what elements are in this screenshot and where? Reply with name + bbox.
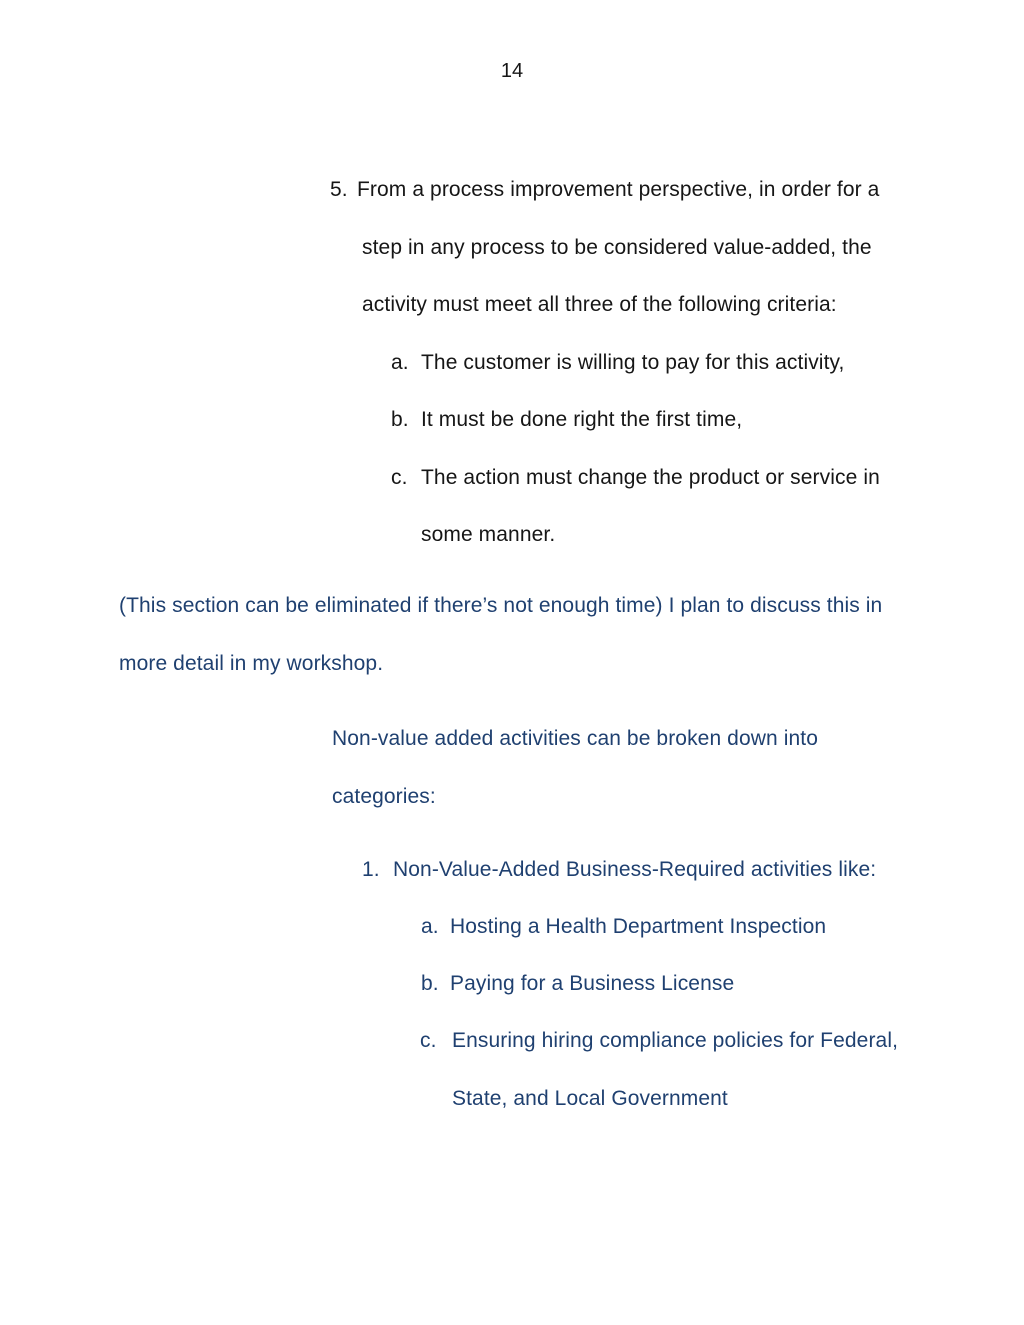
criteria-a-text: The customer is willing to pay for this activity, (421, 351, 845, 374)
criteria-c-line-2: some manner. (421, 523, 556, 546)
nonvalue-sub-a-marker: a. (421, 915, 439, 938)
nonvalue-sub-c-marker: c. (420, 1029, 437, 1052)
nonvalue-sub-c-line-1: Ensuring hiring compliance policies for Federal, (452, 1029, 899, 1052)
item-5-marker: 5. (330, 178, 348, 201)
note-paragraph-line-1: (This section can be eliminated if there’s not enough time) I plan to discuss this in (119, 594, 883, 617)
item-5-line-1: From a process improvement perspective, in order for a (357, 178, 880, 201)
nonvalue-intro-line-2: categories: (332, 785, 436, 808)
nonvalue-sub-b-text: Paying for a Business License (450, 972, 735, 995)
criteria-b-marker: b. (391, 408, 409, 431)
item-5-line-2: step in any process to be considered value-added, the (362, 236, 872, 259)
nonvalue-item-1-marker: 1. (362, 858, 380, 881)
criteria-c-marker: c. (391, 466, 408, 489)
nonvalue-sub-a-text: Hosting a Health Department Inspection (450, 915, 827, 938)
note-paragraph-line-2: more detail in my workshop. (119, 652, 384, 675)
item-5-line-3: activity must meet all three of the following criteria: (362, 293, 837, 316)
nonvalue-item-1-text: Non-Value-Added Business-Required activities like: (393, 858, 877, 881)
nonvalue-sub-b-marker: b. (421, 972, 439, 995)
criteria-b-text: It must be done right the first time, (421, 408, 743, 431)
page-number: 14 (500, 60, 524, 82)
nonvalue-sub-c-line-2: State, and Local Government (452, 1087, 728, 1110)
criteria-c-line-1: The action must change the product or service in (421, 466, 880, 489)
nonvalue-intro-line-1: Non-value added activities can be broken down into (332, 727, 818, 750)
criteria-a-marker: a. (391, 351, 409, 374)
